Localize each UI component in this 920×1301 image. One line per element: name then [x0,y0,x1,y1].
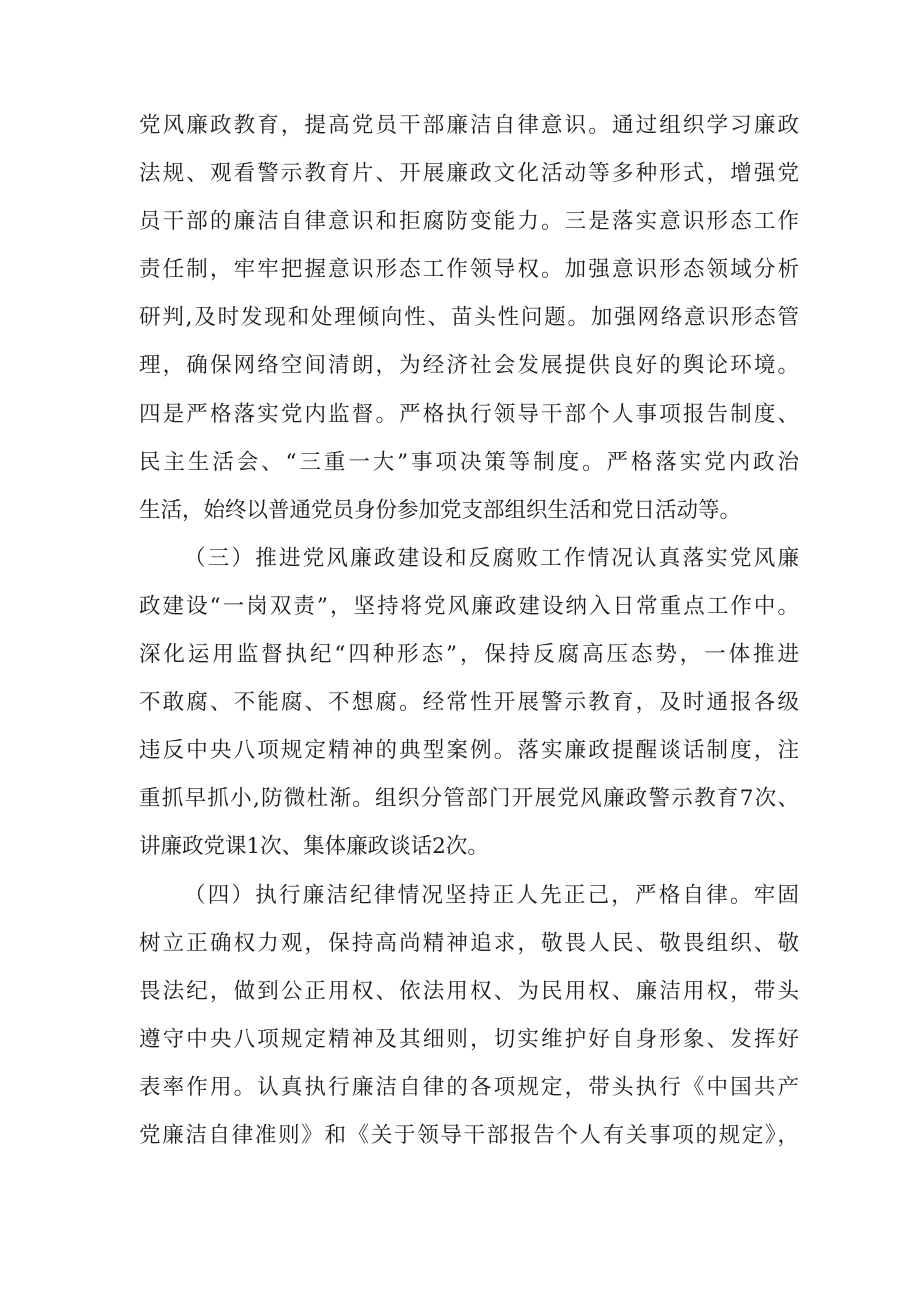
text-line: 研判,及时发现和处理倾向性、苗头性问题。加强网络意识形态管 [139,305,799,331]
text-line: 遵守中央八项规定精神及其细则，切实维护好自身形象、发挥好 [139,1026,799,1052]
section-heading-line: （三）推进党风廉政建设和反腐败工作情况认真落实党风廉 [184,545,799,571]
text-line: 深化运用监督执纪“四种形态”，保持反腐高压态势，一体推进 [139,642,799,668]
text-line: 讲廉政党课1次、集体廉政谈话2次。 [139,834,489,860]
text-line: 法规、观看警示教育片、开展廉政文化活动等多种形式，增强党 [139,161,799,187]
text-line: 党廉洁自律准则》和《关于领导干部报告个人有关事项的规定》， [139,1122,799,1148]
text-line: 重抓早抓小,防微杜渐。组织分管部门开展党风廉政警示教育7次、 [139,786,799,812]
text-line: 四是严格落实党内监督。严格执行领导干部个人事项报告制度、 [139,401,799,427]
text-line: 表率作用。认真执行廉洁自律的各项规定，带头执行《中国共产 [139,1074,799,1100]
text-line: 政建设“一岗双责”，坚持将党风廉政建设纳入日常重点工作中。 [139,593,799,619]
text-line: 员干部的廉洁自律意识和拒腐防变能力。三是落实意识形态工作 [139,209,799,235]
section-heading-line: （四）执行廉洁纪律情况坚持正人先正己，严格自律。牢固 [184,882,799,908]
document-body [139,102,799,1160]
text-line: 畏法纪，做到公正用权、依法用权、为民用权、廉洁用权，带头 [139,978,799,1004]
text-line: 民主生活会、“三重一大”事项决策等制度。严格落实党内政治 [139,449,799,475]
text-line: 生活，始终以普通党员身份参加党支部组织生活和党日活动等。 [139,497,742,523]
text-line: 责任制，牢牢把握意识形态工作领导权。加强意识形态领域分析 [139,257,799,283]
text-line: 树立正确权力观，保持高尚精神追求，敬畏人民、敬畏组织、敬 [139,930,799,956]
text-line: 理，确保网络空间清朗，为经济社会发展提供良好的舆论环境。 [139,353,799,379]
text-line: 党风廉政教育，提高党员干部廉洁自律意识。通过组织学习廉政 [139,113,799,138]
text-line: 不敢腐、不能腐、不想腐。经常性开展警示教育，及时通报各级 [139,690,799,716]
text-line: 违反中央八项规定精神的典型案例。落实廉政提醒谈话制度，注 [139,738,799,764]
